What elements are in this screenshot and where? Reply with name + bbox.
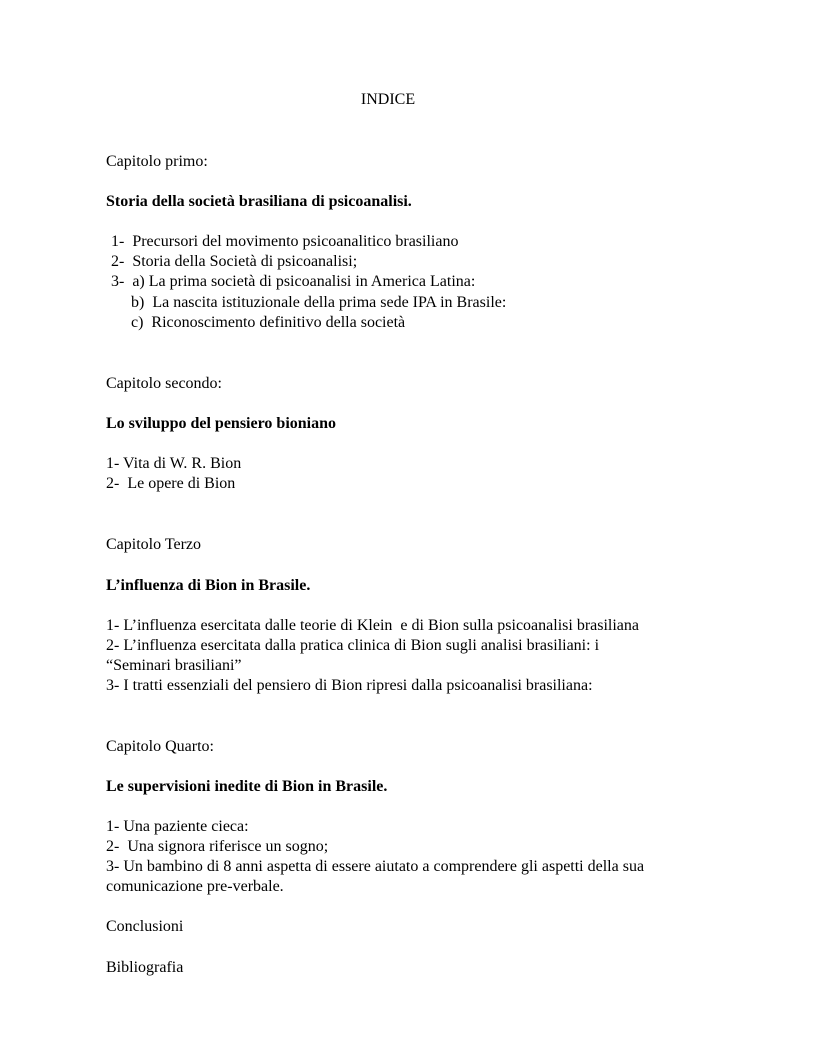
chapter-4-label: Capitolo Quarto: xyxy=(106,738,214,755)
chapter-4-item-3-cont: comunicazione pre-verbale. xyxy=(106,878,284,895)
chapter-4-heading: Le supervisioni inedite di Bion in Brasile. xyxy=(106,778,388,795)
bibliography-entry: Bibliografia xyxy=(106,959,184,976)
chapter-2-label: Capitolo secondo: xyxy=(106,375,222,392)
chapter-4-item-2: 2- Una signora riferisce un sogno; xyxy=(106,838,329,855)
chapter-1-heading: Storia della società brasiliana di psicoanalisi. xyxy=(106,193,412,210)
chapter-2-item-2: 2- Le opere di Bion xyxy=(106,475,236,492)
chapter-2-item-1: 1- Vita di W. R. Bion xyxy=(106,455,242,472)
page-title: INDICE xyxy=(360,91,416,108)
chapter-1-item-3c: c) Riconoscimento definitivo della società xyxy=(131,314,406,331)
chapter-1-item-3b: b) La nascita istituzionale della prima sede IPA in Brasile: xyxy=(131,294,507,311)
chapter-1-label: Capitolo primo: xyxy=(106,153,208,170)
chapter-1-item-3a: 3- a) La prima società di psicoanalisi in America Latina: xyxy=(107,273,476,290)
conclusions-entry: Conclusioni xyxy=(106,918,184,935)
chapter-1-item-1: 1- Precursori del movimento psicoanalitico brasiliano xyxy=(107,233,459,250)
chapter-3-label: Capitolo Terzo xyxy=(106,536,202,553)
chapter-3-item-2-cont: “Seminari brasiliani” xyxy=(106,657,242,674)
chapter-3-item-1: 1- L’influenza esercitata dalle teorie di Klein e di Bion sulla psicoanalisi brasiliana xyxy=(106,617,640,634)
chapter-4-item-1: 1- Una paziente cieca: xyxy=(106,818,249,835)
chapter-3-item-2: 2- L’influenza esercitata dalla pratica clinica di Bion sugli analisi brasiliani: i xyxy=(106,637,600,654)
chapter-4-item-3: 3- Un bambino di 8 anni aspetta di essere aiutato a comprendere gli aspetti della sua xyxy=(106,858,645,875)
chapter-1-item-2: 2- Storia della Società di psicoanalisi; xyxy=(107,253,358,270)
chapter-3-item-3: 3- I tratti essenziali del pensiero di Bion ripresi dalla psicoanalisi brasiliana: xyxy=(106,677,593,694)
chapter-2-heading: Lo sviluppo del pensiero bioniano xyxy=(106,415,336,432)
chapter-3-heading: L’influenza di Bion in Brasile. xyxy=(106,577,311,594)
